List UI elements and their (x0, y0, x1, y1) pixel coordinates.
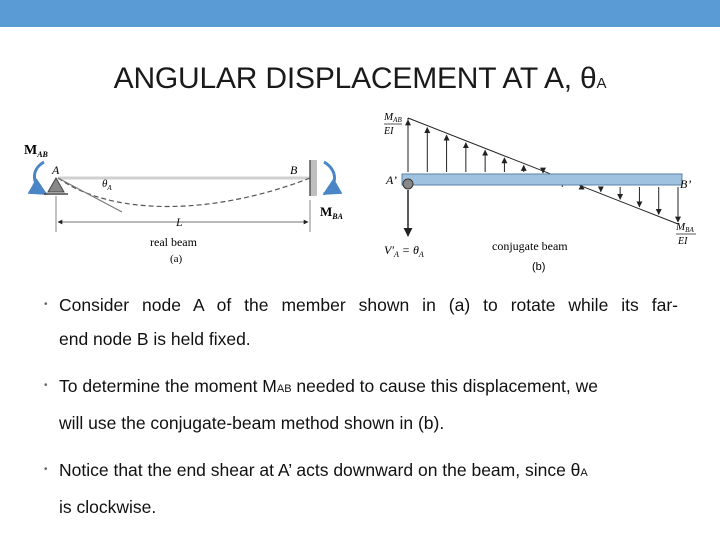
moment-ba-label: M (320, 204, 333, 219)
node-a-label: A (52, 163, 60, 177)
svg-text:MAB: $M_{AB}$ (24, 143, 48, 159)
deflected-shape (58, 178, 310, 207)
figure-a-label: (a) (170, 253, 183, 265)
support-a-prime (403, 179, 413, 189)
bullet-3-text-a: Notice that the end shear at A’ acts downward on the beam, since θ (59, 460, 581, 480)
svg-text:MAB: MAB (384, 111, 402, 124)
load-ab-den: EI (384, 126, 394, 137)
bullet-2-subscript: AB (276, 383, 292, 395)
node-a-prime-label: A’ (386, 173, 397, 187)
figure-b-label: (b) (532, 261, 546, 273)
conjugate-beam-bar (402, 174, 682, 185)
theta-a-label: θ (102, 178, 108, 190)
bullet-item-2 (44, 369, 678, 440)
moment-ab-arrow (34, 162, 46, 194)
bullet-3-line-1 (59, 453, 678, 490)
bullet-3-line-2: is clockwise. (59, 497, 157, 517)
node-b-label: B (290, 163, 298, 177)
load-ba-label: M (676, 221, 686, 233)
title-text: ANGULAR DISPLACEMENT AT A, θ (113, 62, 597, 95)
conjugate-beam-diagram (383, 111, 696, 273)
bullet-2-text-a: To determine the moment M (59, 376, 277, 396)
length-label: L (176, 215, 183, 229)
bullet-1-line-1: Consider node A of the member shown in (a) to rotate while its far- (59, 295, 678, 315)
title-subscript: A (596, 75, 607, 92)
bullet-dot-icon: • (44, 464, 48, 475)
load-ba-den: EI (678, 236, 688, 247)
real-beam-caption: real beam (150, 235, 197, 249)
bullet-list (44, 288, 678, 537)
svg-text:MBA: MBA (676, 221, 694, 234)
beam-figure (22, 104, 702, 284)
bullet-3-subscript: A (580, 467, 588, 479)
bullet-item-3 (44, 453, 678, 524)
bullet-2-line-2: will use the conjugate-beam method shown in (b). (59, 413, 445, 433)
bullet-2-line-1 (59, 369, 678, 406)
bullet-dot-icon: • (44, 380, 48, 391)
fixed-support-b (310, 160, 317, 196)
svg-text:V′A = θA: $V'_A = \theta_A$ (384, 243, 424, 259)
real-beam-diagram (24, 143, 344, 265)
bullet-2-text-b: needed to cause this displacement, we (291, 376, 599, 396)
slide-title (0, 62, 720, 96)
bullet-item-1 (44, 288, 678, 356)
bullet-dot-icon: • (44, 299, 48, 310)
svg-text:MBA: $M_{BA}$ (320, 204, 343, 221)
moment-ba-arrow (324, 162, 335, 194)
shear-label: V′ (384, 243, 394, 257)
header-bar (0, 0, 720, 27)
load-envelope (408, 118, 678, 224)
node-b-prime-label: B’ (680, 177, 692, 191)
conjugate-beam-caption: conjugate beam (492, 239, 568, 253)
load-ab-label: M (384, 111, 394, 123)
svg-text:θA: $\theta_A$ (102, 178, 112, 192)
bullet-1-line-2: end node B is held fixed. (59, 329, 251, 349)
moment-ab-label: M (24, 143, 38, 158)
